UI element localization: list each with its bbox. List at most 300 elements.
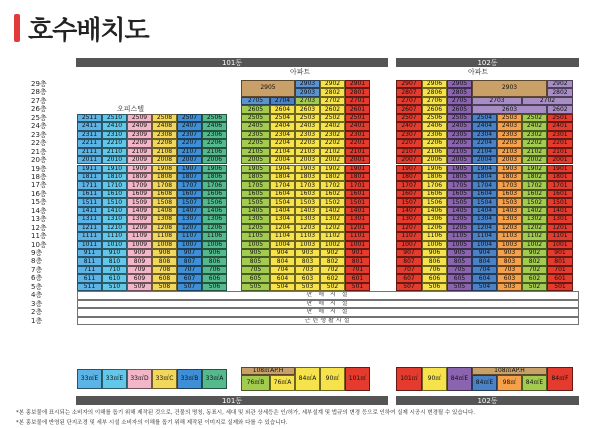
apt-unit-102: 2001 <box>547 156 573 164</box>
office-unit: 809 <box>127 257 152 265</box>
apt-unit-102: 804 <box>472 257 497 265</box>
apt-unit-102: 1507 <box>396 198 422 206</box>
apt-unit-102: 1404 <box>472 207 497 215</box>
office-unit: 811 <box>77 257 102 265</box>
apt-unit-101: 1904 <box>270 165 295 173</box>
unit: 2802 <box>547 88 573 96</box>
unit-type: 76㎡A <box>270 375 295 391</box>
office-unit: 910 <box>102 249 127 257</box>
unit: 2607 <box>396 105 422 113</box>
apt-unit-102: 2307 <box>396 131 422 139</box>
apt-unit-101: 1801 <box>345 173 370 181</box>
apt-unit-101: 1004 <box>270 241 295 249</box>
office-unit: 706 <box>202 266 227 274</box>
apt-unit-101: 1703 <box>295 181 320 189</box>
floor-label: 20층 <box>31 156 47 165</box>
apt-unit-101: 1104 <box>270 232 295 240</box>
office-unit: 1010 <box>102 241 127 249</box>
office-unit: 2410 <box>102 122 127 130</box>
apt-unit-102: 1107 <box>396 232 422 240</box>
office-unit: 2206 <box>202 139 227 147</box>
apt-unit-102: 1804 <box>472 173 497 181</box>
apt-unit-101: 2403 <box>295 122 320 130</box>
unit-type: 33㎡A <box>202 369 227 389</box>
apt-unit-101: 902 <box>320 249 345 257</box>
apt-unit-102: 2102 <box>522 148 547 156</box>
apt-unit-101: 2101 <box>345 148 370 156</box>
apt-unit-102: 2503 <box>497 114 522 122</box>
apt-unit-102: 1203 <box>497 224 522 232</box>
apt-unit-101: 2302 <box>320 131 345 139</box>
office-unit: 2211 <box>77 139 102 147</box>
apt-unit-102: 1903 <box>497 165 522 173</box>
apt-unit-102: 606 <box>422 274 447 282</box>
office-unit: 2006 <box>202 156 227 164</box>
office-unit: 2207 <box>177 139 202 147</box>
apt-unit-102: 1304 <box>472 215 497 223</box>
apt-unit-101: 804 <box>270 257 295 265</box>
unit: 2702 <box>522 97 573 105</box>
office-unit: 1707 <box>177 181 202 189</box>
office-unit: 1110 <box>102 232 127 240</box>
apt-unit-102: 806 <box>422 257 447 265</box>
apt-unit-102: 1902 <box>522 165 547 173</box>
office-unit: 606 <box>202 274 227 282</box>
apt-unit-102: 1406 <box>422 207 447 215</box>
apt-unit-101: 602 <box>320 274 345 282</box>
office-unit: 1206 <box>202 224 227 232</box>
floor-label: 22층 <box>31 139 47 148</box>
apt-unit-102: 805 <box>447 257 472 265</box>
apt-unit-102: 1303 <box>497 215 522 223</box>
office-unit: 1506 <box>202 198 227 206</box>
apt-unit-102: 1405 <box>447 207 472 215</box>
unit-type: 33㎡D <box>127 369 152 389</box>
unit-2905-101: 2905 <box>241 80 295 97</box>
apt-unit-102: 2405 <box>447 122 472 130</box>
office-unit: 2511 <box>77 114 102 122</box>
apt-unit-101: 2201 <box>345 139 370 147</box>
apt-unit-102: 605 <box>447 274 472 282</box>
office-unit: 611 <box>77 274 102 282</box>
apt-unit-101: 2301 <box>345 131 370 139</box>
apt-unit-101: 1101 <box>345 232 370 240</box>
office-unit: 1606 <box>202 190 227 198</box>
apt-unit-102: 2401 <box>547 122 573 130</box>
unit: 2903 <box>295 88 320 96</box>
apt-unit-101: 1405 <box>241 207 270 215</box>
apt-unit-102: 1103 <box>497 232 522 240</box>
unit-type: 84㎡A <box>295 367 320 391</box>
apt-unit-101: 1202 <box>320 224 345 232</box>
apt-unit-102: 2506 <box>422 114 447 122</box>
unit: 2706 <box>422 97 447 105</box>
apt-unit-101: 1704 <box>270 181 295 189</box>
apt-unit-102: 2507 <box>396 114 422 122</box>
apt-unit-102: 1102 <box>522 232 547 240</box>
apt-unit-101: 604 <box>270 274 295 282</box>
unit: 2807 <box>396 88 422 96</box>
apt-unit-101: 1902 <box>320 165 345 173</box>
apt-unit-102: 2104 <box>472 148 497 156</box>
apt-unit-102: 2505 <box>447 114 472 122</box>
apt-unit-101: 1205 <box>241 224 270 232</box>
office-unit: 1811 <box>77 173 102 181</box>
apt-unit-101: 2304 <box>270 131 295 139</box>
apt-unit-102: 2306 <box>422 131 447 139</box>
unit: 2906 <box>422 80 447 88</box>
apt-unit-102: 507 <box>396 283 422 291</box>
apt-unit-102: 1101 <box>547 232 573 240</box>
office-unit: 1508 <box>152 198 177 206</box>
unit: 2903 <box>295 80 320 88</box>
floor-label: 21층 <box>31 147 47 156</box>
apt-unit-102: 2501 <box>547 114 573 122</box>
office-unit: 810 <box>102 257 127 265</box>
unit-type: 90㎡ <box>422 367 447 391</box>
building-102-footer: 102동 <box>396 396 579 405</box>
apt-unit-101: 1005 <box>241 241 270 249</box>
floor-label: 24층 <box>31 122 47 131</box>
apt-unit-102: 2003 <box>497 156 522 164</box>
apt-unit-101: 704 <box>270 266 295 274</box>
office-unit: 1106 <box>202 232 227 240</box>
office-unit: 1307 <box>177 215 202 223</box>
apt-unit-102: 702 <box>522 266 547 274</box>
apt-unit-102: 1607 <box>396 190 422 198</box>
apt-unit-102: 503 <box>497 283 522 291</box>
apt-unit-101: 1203 <box>295 224 320 232</box>
apt-unit-101: 2405 <box>241 122 270 130</box>
office-unit: 1906 <box>202 165 227 173</box>
apt-unit-102: 601 <box>547 274 573 282</box>
floor-label: 9층 <box>31 249 43 257</box>
facility-row: 근린생활시설 <box>77 317 579 325</box>
office-unit: 1806 <box>202 173 227 181</box>
apt-unit-102: 1601 <box>547 190 573 198</box>
office-unit: 2307 <box>177 131 202 139</box>
building-101-header: 101동 <box>76 58 388 67</box>
office-unit: 1208 <box>152 224 177 232</box>
office-unit: 1211 <box>77 224 102 232</box>
office-unit: 2009 <box>127 156 152 164</box>
office-unit: 2208 <box>152 139 177 147</box>
office-unit: 1710 <box>102 181 127 189</box>
office-unit: 1410 <box>102 207 127 215</box>
office-unit: 1708 <box>152 181 177 189</box>
office-unit: 2110 <box>102 148 127 156</box>
apt-unit-101: 1403 <box>295 207 320 215</box>
apt-unit-102: 2105 <box>447 148 472 156</box>
unit: 2802 <box>320 88 345 96</box>
apt-unit-102: 1702 <box>522 181 547 189</box>
apt-unit-102: 1104 <box>472 232 497 240</box>
office-unit: 509 <box>127 283 152 291</box>
apt-unit-101: 1404 <box>270 207 295 215</box>
unit-type: 33㎡B <box>177 369 202 389</box>
apt-unit-102: 1801 <box>547 173 573 181</box>
unit-type: 108㎡AP.H <box>241 367 295 375</box>
office-unit: 1511 <box>77 198 102 206</box>
office-unit: 2407 <box>177 122 202 130</box>
office-unit: 2411 <box>77 122 102 130</box>
apt-unit-102: 1606 <box>422 190 447 198</box>
apt-unit-102: 1205 <box>447 224 472 232</box>
office-unit: 1608 <box>152 190 177 198</box>
apt-unit-101: 701 <box>345 266 370 274</box>
apt-unit-101: 2001 <box>345 156 370 164</box>
apt-unit-101: 1701 <box>345 181 370 189</box>
office-unit: 1711 <box>77 181 102 189</box>
unit: 2902 <box>547 80 573 88</box>
apt-unit-102: 604 <box>472 274 497 282</box>
apt-unit-102: 1905 <box>447 165 472 173</box>
apt-unit-101: 2205 <box>241 139 270 147</box>
apt-unit-102: 1701 <box>547 181 573 189</box>
apt-unit-101: 1503 <box>295 198 320 206</box>
apt-unit-102: 1807 <box>396 173 422 181</box>
apt-unit-102: 1201 <box>547 224 573 232</box>
apt-unit-102: 1904 <box>472 165 497 173</box>
office-unit: 1809 <box>127 173 152 181</box>
apt-unit-102: 1402 <box>522 207 547 215</box>
apt-unit-101: 2401 <box>345 122 370 130</box>
apt-unit-101: 2002 <box>320 156 345 164</box>
office-unit: 908 <box>152 249 177 257</box>
office-unit: 808 <box>152 257 177 265</box>
apt-unit-101: 503 <box>295 283 320 291</box>
office-unit: 807 <box>177 257 202 265</box>
floor-label: 12층 <box>31 223 47 232</box>
apt-unit-101: 2203 <box>295 139 320 147</box>
floor-label: 17층 <box>31 181 47 190</box>
apt-unit-102: 1207 <box>396 224 422 232</box>
floor-label: 7층 <box>31 265 43 274</box>
apt-unit-102: 1401 <box>547 207 573 215</box>
apt-unit-102: 1002 <box>522 241 547 249</box>
apt-unit-101: 1301 <box>345 215 370 223</box>
apt-unit-102: 803 <box>497 257 522 265</box>
apt-unit-102: 1001 <box>547 241 573 249</box>
apt-unit-102: 504 <box>472 283 497 291</box>
office-unit: 511 <box>77 283 102 291</box>
office-unit: 2506 <box>202 114 227 122</box>
apt-unit-101: 903 <box>295 249 320 257</box>
apt-unit-102: 1306 <box>422 215 447 223</box>
apt-unit-101: 605 <box>241 274 270 282</box>
floor-label: 2층 <box>31 308 43 317</box>
office-unit: 1308 <box>152 215 177 223</box>
office-unit: 2008 <box>152 156 177 164</box>
unit: 2902 <box>320 80 345 88</box>
unit: 2901 <box>345 80 370 88</box>
floor-label: 25층 <box>31 113 47 122</box>
office-unit: 806 <box>202 257 227 265</box>
floor-label: 27층 <box>31 96 47 105</box>
office-unit: 1210 <box>102 224 127 232</box>
unit: 2702 <box>320 97 345 105</box>
office-unit: 507 <box>177 283 202 291</box>
office-unit: 1609 <box>127 190 152 198</box>
apt-unit-101: 805 <box>241 257 270 265</box>
apt-unit-102: 807 <box>396 257 422 265</box>
unit: 2603 <box>472 105 547 113</box>
apt-unit-102: 2304 <box>472 131 497 139</box>
apt-unit-101: 2404 <box>270 122 295 130</box>
apt-unit-102: 2101 <box>547 148 573 156</box>
apt-unit-102: 2005 <box>447 156 472 164</box>
office-unit: 609 <box>127 274 152 282</box>
apt-unit-102: 1305 <box>447 215 472 223</box>
unit: 2905 <box>447 80 472 88</box>
unit: 2604 <box>270 105 295 113</box>
apt-unit-101: 801 <box>345 257 370 265</box>
apt-unit-101: 1901 <box>345 165 370 173</box>
apt-unit-102: 2302 <box>522 131 547 139</box>
apt-unit-101: 603 <box>295 274 320 282</box>
apt-unit-102: 903 <box>497 249 522 257</box>
apt-unit-101: 1805 <box>241 173 270 181</box>
unit-type: 101㎡ <box>396 367 422 391</box>
apt-unit-102: 1202 <box>522 224 547 232</box>
office-unit: 1810 <box>102 173 127 181</box>
apt-unit-102: 2006 <box>422 156 447 164</box>
office-unit: 906 <box>202 249 227 257</box>
apt-unit-101: 2003 <box>295 156 320 164</box>
office-unit: 1808 <box>152 173 177 181</box>
apt-unit-101: 803 <box>295 257 320 265</box>
office-unit: 1408 <box>152 207 177 215</box>
apt-unit-101: 2503 <box>295 114 320 122</box>
apt-unit-102: 1704 <box>472 181 497 189</box>
apt-unit-102: 1106 <box>422 232 447 240</box>
office-unit: 2509 <box>127 114 152 122</box>
apt-unit-102: 1307 <box>396 215 422 223</box>
unit: 2703 <box>295 97 320 105</box>
apt-unit-102: 2202 <box>522 139 547 147</box>
apt-unit-102: 1907 <box>396 165 422 173</box>
floor-label: 14층 <box>31 206 47 215</box>
unit: 2606 <box>422 105 447 113</box>
apt-unit-102: 2206 <box>422 139 447 147</box>
office-unit: 1008 <box>152 241 177 249</box>
office-unit: 1908 <box>152 165 177 173</box>
office-unit: 909 <box>127 249 152 257</box>
apt-unit-101: 1605 <box>241 190 270 198</box>
unit: 2602 <box>320 105 345 113</box>
office-unit: 710 <box>102 266 127 274</box>
floor-label: 6층 <box>31 274 43 283</box>
office-unit: 2209 <box>127 139 152 147</box>
apt-unit-101: 1201 <box>345 224 370 232</box>
apt-unit-101: 702 <box>320 266 345 274</box>
apt-unit-102: 904 <box>472 249 497 257</box>
apt-unit-101: 1903 <box>295 165 320 173</box>
floor-label: 19층 <box>31 164 47 173</box>
apt-unit-101: 904 <box>270 249 295 257</box>
apt-unit-101: 2204 <box>270 139 295 147</box>
apt-unit-102: 1005 <box>447 241 472 249</box>
apt-unit-102: 706 <box>422 266 447 274</box>
floor-label: 1층 <box>31 316 43 325</box>
apt-unit-101: 1502 <box>320 198 345 206</box>
apt-unit-102: 2504 <box>472 114 497 122</box>
apt-unit-102: 1506 <box>422 198 447 206</box>
apt-unit-102: 1707 <box>396 181 422 189</box>
apt-unit-102: 1603 <box>497 190 522 198</box>
apt-unit-102: 707 <box>396 266 422 274</box>
apt-unit-101: 1204 <box>270 224 295 232</box>
apt-unit-102: 2004 <box>472 156 497 164</box>
office-unit: 911 <box>77 249 102 257</box>
page-title: 호수배치도 <box>28 16 149 46</box>
apt-unit-102: 2502 <box>522 114 547 122</box>
apt-unit-102: 801 <box>547 257 573 265</box>
office-unit: 1510 <box>102 198 127 206</box>
office-unit: 1111 <box>77 232 102 240</box>
apt-unit-102: 2407 <box>396 122 422 130</box>
office-unit: 1507 <box>177 198 202 206</box>
apt-unit-101: 901 <box>345 249 370 257</box>
floor-label: 4층 <box>31 291 43 300</box>
apt-unit-101: 1505 <box>241 198 270 206</box>
apt-unit-101: 802 <box>320 257 345 265</box>
office-unit: 1107 <box>177 232 202 240</box>
office-unit: 1011 <box>77 241 102 249</box>
office-unit: 1911 <box>77 165 102 173</box>
apt-unit-102: 2007 <box>396 156 422 164</box>
office-unit: 1309 <box>127 215 152 223</box>
apt-unit-101: 1803 <box>295 173 320 181</box>
apt-unit-102: 1007 <box>396 241 422 249</box>
office-unit: 2011 <box>77 156 102 164</box>
apt-unit-102: 2205 <box>447 139 472 147</box>
apt-unit-101: 1804 <box>270 173 295 181</box>
unit: 2701 <box>345 97 370 105</box>
office-unit: 2106 <box>202 148 227 156</box>
floor-label: 29층 <box>31 80 47 88</box>
office-unit: 1411 <box>77 207 102 215</box>
apt-unit-101: 1602 <box>320 190 345 198</box>
unit: 2805 <box>447 88 472 96</box>
office-unit: 2310 <box>102 131 127 139</box>
office-unit: 1109 <box>127 232 152 240</box>
apt-unit-102: 1805 <box>447 173 472 181</box>
office-unit: 2308 <box>152 131 177 139</box>
floor-label: 15층 <box>31 198 47 207</box>
office-unit: 1409 <box>127 207 152 215</box>
apt-unit-102: 2106 <box>422 148 447 156</box>
unit-type: 98㎡ <box>497 375 522 391</box>
apt-unit-102: 1803 <box>497 173 522 181</box>
floor-label: 10층 <box>31 240 47 249</box>
unit: 2704 <box>270 97 295 105</box>
unit: 2705 <box>241 97 270 105</box>
apt-unit-102: 2103 <box>497 148 522 156</box>
office-unit: 1706 <box>202 181 227 189</box>
apt-unit-101: 1601 <box>345 190 370 198</box>
office-unit: 2309 <box>127 131 152 139</box>
apt-unit-102: 502 <box>522 283 547 291</box>
office-unit: 1006 <box>202 241 227 249</box>
office-unit: 1007 <box>177 241 202 249</box>
office-unit: 1907 <box>177 165 202 173</box>
floor-label: 3층 <box>31 299 43 308</box>
apt-unit-101: 2103 <box>295 148 320 156</box>
apt-unit-101: 2501 <box>345 114 370 122</box>
apt-unit-102: 902 <box>522 249 547 257</box>
unit-type: 33㎡E <box>102 369 127 389</box>
